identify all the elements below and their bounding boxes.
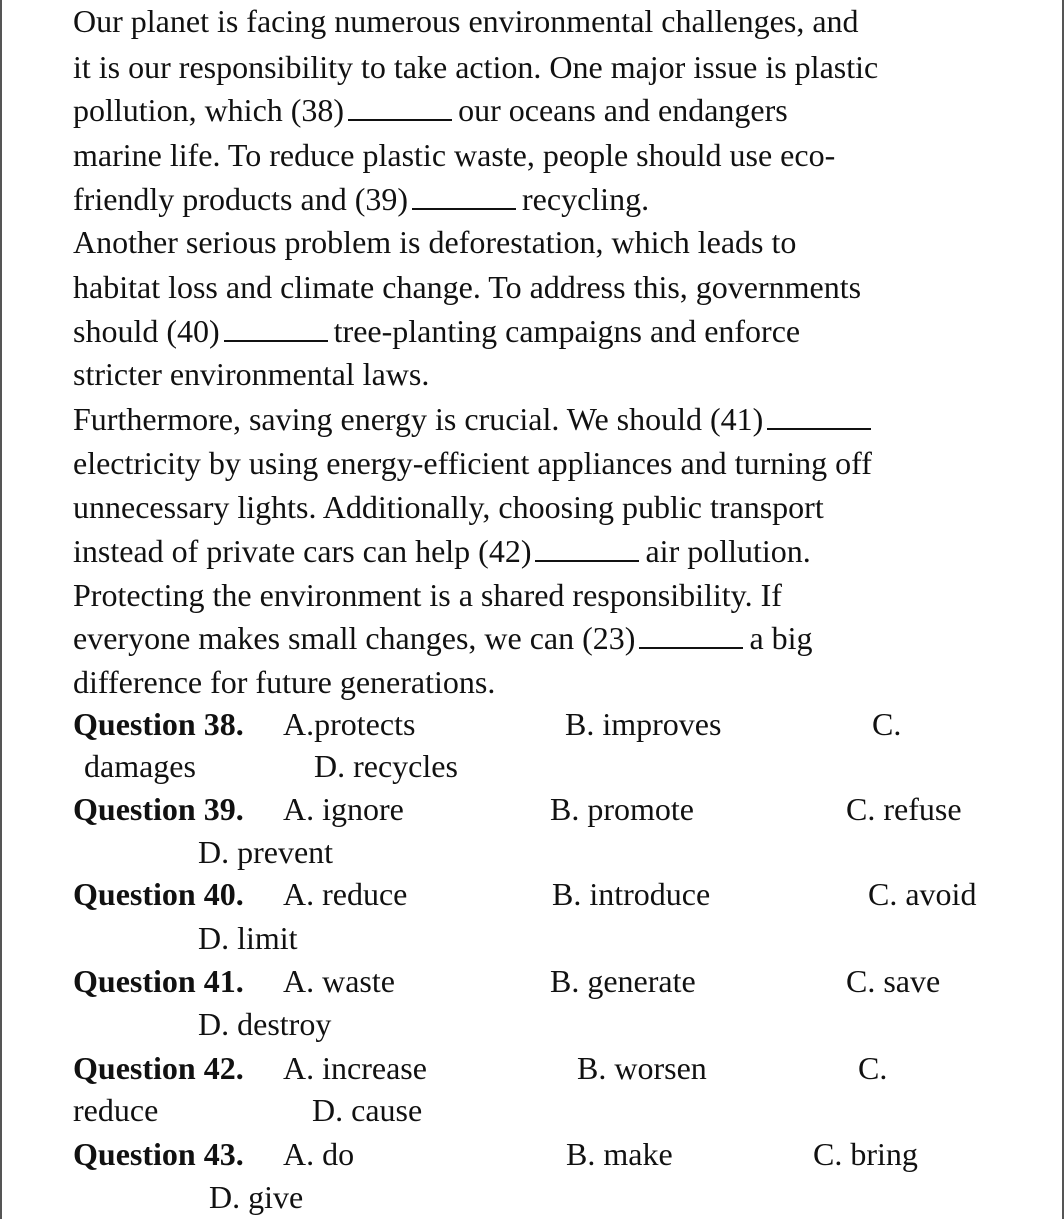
passage-line-1: Our planet is facing numerous environmental challenges, and	[73, 3, 859, 39]
q41-option-c[interactable]: C. save	[846, 963, 941, 999]
passage-line-7: habitat loss and climate change. To address this, governments	[73, 269, 862, 305]
passage-line-5	[73, 178, 649, 220]
q41-option-b[interactable]: B. generate	[550, 963, 696, 999]
question-43-label: Question 43.	[73, 1136, 244, 1172]
passage-line-12: unnecessary lights. Additionally, choosing public transport	[73, 489, 824, 525]
passage-line-15	[73, 617, 813, 659]
blank-40[interactable]	[224, 314, 328, 342]
passage-text: recycling.	[522, 181, 650, 217]
blank-39[interactable]	[412, 182, 516, 210]
passage-line-8	[73, 310, 800, 352]
q40-option-c[interactable]: C. avoid	[868, 876, 977, 912]
q43-option-d[interactable]: D. give	[209, 1179, 304, 1215]
passage-line-2: it is our responsibility to take action. One major issue is plastic	[73, 49, 879, 85]
question-42-label: Question 42.	[73, 1050, 244, 1086]
q41-option-d[interactable]: D. destroy	[198, 1006, 332, 1042]
q40-option-a[interactable]: A. reduce	[283, 876, 408, 912]
question-40-label: Question 40.	[73, 876, 244, 912]
passage-text: Furthermore, saving energy is crucial. We should (41)	[73, 401, 764, 437]
passage-line-3	[73, 89, 788, 131]
passage-text: tree-planting campaigns and enforce	[333, 313, 801, 349]
blank-23[interactable]	[639, 621, 743, 649]
q43-option-c[interactable]: C. bring	[813, 1136, 918, 1172]
passage-line-9: stricter environmental laws.	[73, 356, 430, 392]
passage-text: instead of private cars can help (42)	[73, 533, 532, 569]
q38-option-c-text[interactable]: damages	[84, 748, 196, 784]
q41-option-a[interactable]: A. waste	[283, 963, 395, 999]
passage-line-13	[73, 530, 811, 572]
passage-text: air pollution.	[645, 533, 811, 569]
question-41-label: Question 41.	[73, 963, 244, 999]
q39-option-c[interactable]: C. refuse	[846, 791, 962, 827]
passage-text: everyone makes small changes, we can (23)	[73, 620, 636, 656]
passage-line-10	[73, 398, 877, 440]
q42-option-c-letter[interactable]: C.	[858, 1050, 888, 1086]
q38-option-b[interactable]: B. improves	[565, 706, 722, 742]
q43-option-b[interactable]: B. make	[566, 1136, 673, 1172]
q42-option-d[interactable]: D. cause	[312, 1092, 423, 1128]
passage-text: friendly products and (39)	[73, 181, 409, 217]
left-border	[0, 0, 2, 1219]
passage-text: a big	[749, 620, 813, 656]
passage-text: our oceans and endangers	[458, 92, 788, 128]
q38-option-c-letter[interactable]: C.	[872, 706, 902, 742]
q39-option-d[interactable]: D. prevent	[198, 834, 334, 870]
blank-38[interactable]	[348, 93, 452, 121]
q38-option-d[interactable]: D. recycles	[314, 748, 458, 784]
passage-text: pollution, which (38)	[73, 92, 345, 128]
q42-option-c-text[interactable]: reduce	[73, 1092, 159, 1128]
blank-42[interactable]	[535, 534, 639, 562]
q40-option-d[interactable]: D. limit	[198, 920, 298, 956]
q43-option-a[interactable]: A. do	[283, 1136, 355, 1172]
passage-line-11: electricity by using energy-efficient appliances and turning off	[73, 445, 872, 481]
blank-41[interactable]	[767, 402, 871, 430]
question-38-label: Question 38.	[73, 706, 244, 742]
q38-option-a[interactable]: A.protects	[283, 706, 416, 742]
passage-line-14: Protecting the environment is a shared responsibility. If	[73, 577, 782, 613]
q42-option-a[interactable]: A. increase	[283, 1050, 427, 1086]
passage-text: should (40)	[73, 313, 220, 349]
passage-line-6: Another serious problem is deforestation, which leads to	[73, 224, 797, 260]
passage-line-4: marine life. To reduce plastic waste, people should use eco-	[73, 137, 836, 173]
q40-option-b[interactable]: B. introduce	[552, 876, 711, 912]
passage-line-16: difference for future generations.	[73, 664, 496, 700]
q39-option-b[interactable]: B. promote	[550, 791, 694, 827]
question-39-label: Question 39.	[73, 791, 244, 827]
q39-option-a[interactable]: A. ignore	[283, 791, 404, 827]
q42-option-b[interactable]: B. worsen	[577, 1050, 707, 1086]
